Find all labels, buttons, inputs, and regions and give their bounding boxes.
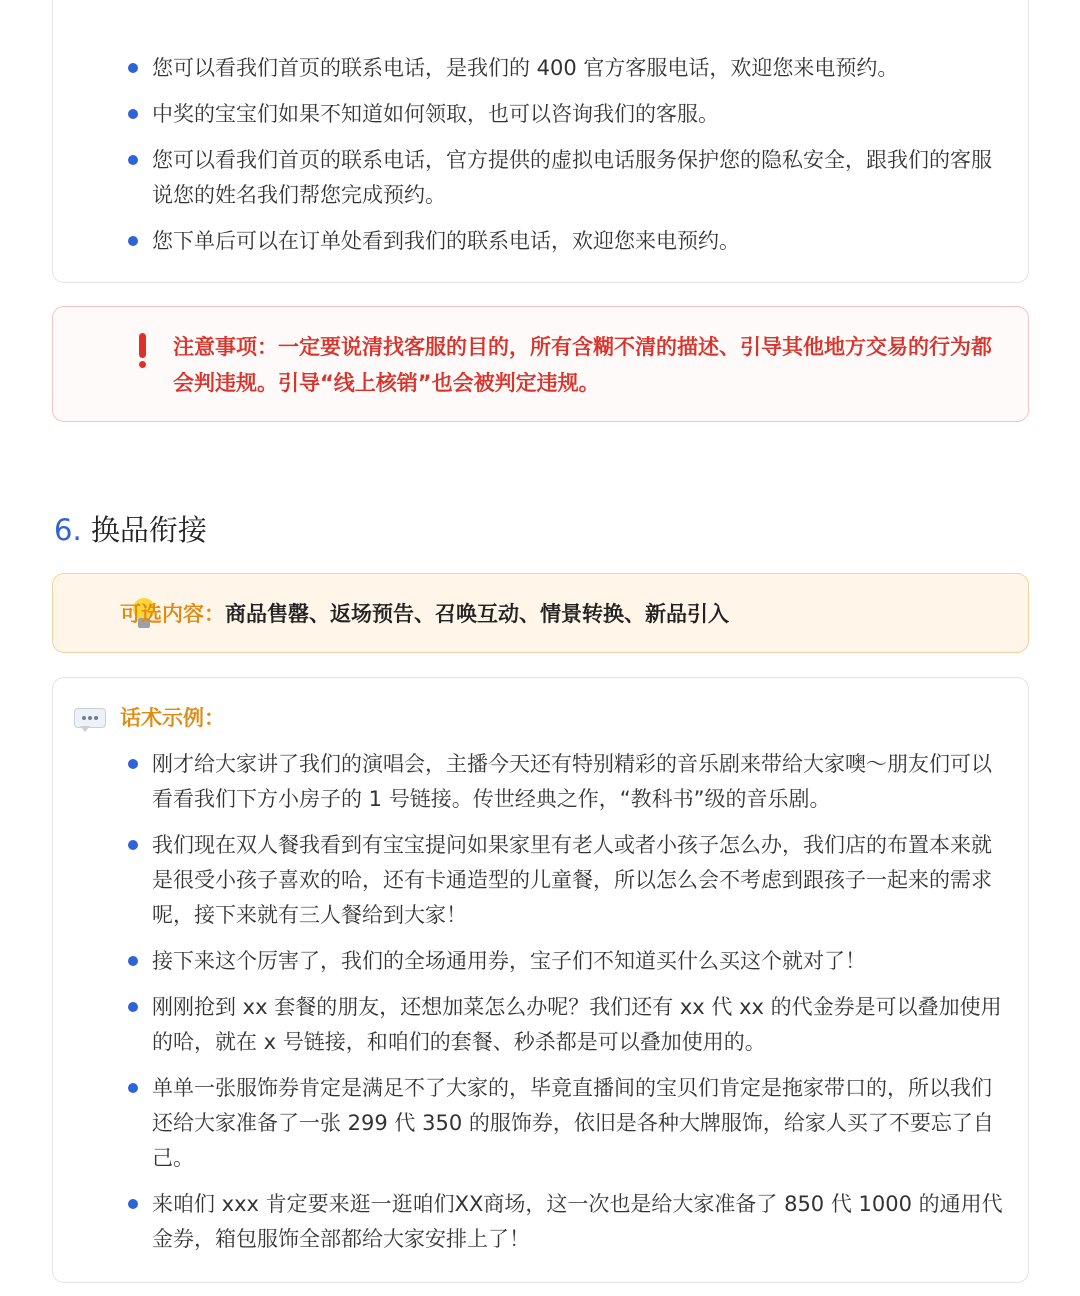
warning-callout: [52, 306, 1029, 422]
tip-content: 商品售罄、返场预告、召唤互动、情景转换、新品引入: [225, 602, 729, 626]
bullet-dot-icon: [128, 1002, 138, 1012]
list-item: 单单一张服饰券肯定是满足不了大家的，毕竟直播间的宝贝们肯定是拖家带口的，所以我们还给大家准备了一张 299 代 350 的服饰券，依旧是各种大牌服饰，给家人买了不要忘了自己。: [53, 1071, 1028, 1176]
contact-info-card: [52, 0, 1029, 283]
list-item: 您可以看我们首页的联系电话，官方提供的虚拟电话服务保护您的隐私安全，跟我们的客服说您的姓名我们帮您完成预约。: [53, 143, 1028, 213]
bullet-dot-icon: [128, 956, 138, 966]
list-item: 接下来这个厉害了，我们的全场通用券，宝子们不知道买什么买这个就对了！: [53, 944, 1028, 979]
bullet-dot-icon: [128, 840, 138, 850]
list-item: 您下单后可以在订单处看到我们的联系电话，欢迎您来电预约。: [53, 224, 1028, 259]
bullet-dot-icon: [128, 236, 138, 246]
bullet-dot-icon: [128, 63, 138, 73]
tip-text: [120, 596, 729, 632]
section-number: 6.: [54, 513, 82, 547]
list-item: 中奖的宝宝们如果不知道如何领取，也可以咨询我们的客服。: [53, 97, 1028, 132]
list-item: 刚才给大家讲了我们的演唱会，主播今天还有特别精彩的音乐剧来带给大家噢～朋友们可以看看我们下方小房子的 1 号链接。传世经典之作，“教科书”级的音乐剧。: [53, 747, 1028, 817]
exclamation-icon: [131, 333, 153, 369]
warning-text: 注意事项：一定要说清找客服的目的，所有含糊不清的描述、引导其他地方交易的行为都会判违规。引导“线上核销”也会被判定违规。: [173, 335, 992, 395]
list-item: 刚刚抢到 xx 套餐的朋友，还想加菜怎么办呢？我们还有 xx 代 xx 的代金券是可以叠加使用的哈，就在 x 号链接，和咱们的套餐、秒杀都是可以叠加使用的。: [53, 990, 1028, 1060]
tip-label: 可选内容：: [120, 602, 225, 626]
script-example-label: 话术示例：: [120, 706, 225, 730]
bullet-dot-icon: [128, 155, 138, 165]
script-example-card: [52, 677, 1029, 1283]
bullet-dot-icon: [128, 759, 138, 769]
list-item: 我们现在双人餐我看到有宝宝提问如果家里有老人或者小孩子怎么办，我们店的布置本来就是很受小孩子喜欢的哈，还有卡通造型的儿童餐，所以怎么会不考虑到跟孩子一起来的需求呢，接下来就有三人餐给到大家！: [53, 828, 1028, 933]
list-item: 您可以看我们首页的联系电话，是我们的 400 官方客服电话，欢迎您来电预约。: [53, 51, 1028, 86]
script-example-list: [53, 747, 1028, 1268]
list-item: 来咱们 xxx 肯定要来逛一逛咱们XX商场，这一次也是给大家准备了 850 代 1000 的通用代金券，箱包服饰全部都给大家安排上了！: [53, 1187, 1028, 1257]
section-heading: [54, 508, 207, 552]
contact-info-list: [53, 51, 1028, 270]
bullet-dot-icon: [128, 1199, 138, 1209]
speech-bubble-icon: [74, 708, 106, 730]
section-title: 换品衔接: [90, 513, 207, 547]
tip-callout: [52, 573, 1029, 653]
bullet-dot-icon: [128, 1083, 138, 1093]
bullet-dot-icon: [128, 109, 138, 119]
